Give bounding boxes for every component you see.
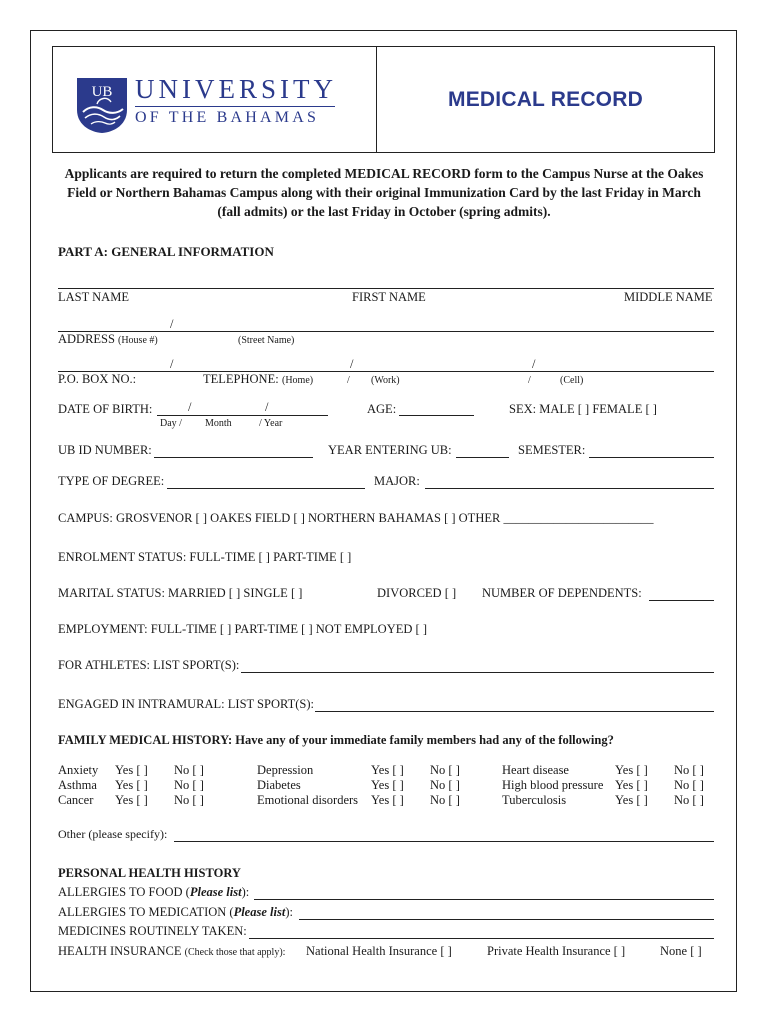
food-allergies-label	[58, 885, 249, 900]
asthma-no[interactable]: No [ ]	[174, 778, 204, 792]
ub-id-input-line[interactable]	[154, 457, 313, 458]
emotional-disorders-yes[interactable]: Yes [ ]	[371, 793, 404, 807]
condition-tuberculosis: Tuberculosis	[502, 793, 567, 807]
day-label: Day /	[160, 418, 182, 429]
work-label: (Work)	[371, 375, 400, 386]
family-history-heading-bold: FAMILY MEDICAL HISTORY	[58, 733, 228, 747]
national-insurance-option[interactable]: National Health Insurance [ ]	[306, 944, 452, 958]
employment-options[interactable]: EMPLOYMENT: FULL-TIME [ ] PART-TIME [ ] NOT EMPLOYED [ ]	[58, 622, 427, 636]
ub-id-label: UB ID NUMBER:	[58, 443, 152, 457]
condition-anxiety: Anxiety	[58, 763, 99, 777]
asthma-yes[interactable]: Yes [ ]	[115, 778, 148, 792]
condition-diabetes: Diabetes	[257, 778, 301, 792]
intro-text: Applicants are required to return the completed MEDICAL RECORD form to the Campus Nurse at the Oakes Field or Northern Bahamas Campus along with their original Immunization Card by the last Friday in March (fall admits) or the last Friday in October (spring admits).	[64, 166, 704, 219]
athletes-label: FOR ATHLETES: LIST SPORT(S):	[58, 658, 240, 672]
insurance-note: (Check those that apply):	[184, 947, 286, 958]
heart-disease-no[interactable]: No [ ]	[674, 763, 704, 777]
logo-bahamas-text: OF THE BAHAMAS	[135, 109, 320, 126]
medication-allergies-post: ):	[285, 905, 293, 919]
condition-emotional-disorders: Emotional disorders	[257, 793, 359, 807]
address-label: ADDRESS	[58, 332, 115, 346]
cell-slash: /	[528, 375, 531, 386]
degree-label: TYPE OF DEGREE:	[58, 474, 165, 488]
personal-history-heading: PERSONAL HEALTH HISTORY	[58, 866, 241, 880]
dob-slash-1: /	[188, 400, 192, 414]
divorced-option[interactable]: DIVORCED [ ]	[377, 586, 457, 600]
other-specify-input-line[interactable]	[174, 841, 714, 842]
diabetes-no[interactable]: No [ ]	[430, 778, 460, 792]
address-input-line[interactable]	[58, 331, 714, 332]
campus-options[interactable]: CAMPUS: GROSVENOR [ ] OAKES FIELD [ ] NORTHERN BAHAMAS [ ] OTHER ________________________	[58, 511, 654, 525]
logo-cell	[53, 47, 377, 152]
telephone-label: TELEPHONE:	[203, 372, 279, 386]
phone-slash-3: /	[532, 357, 536, 371]
anxiety-yes[interactable]: Yes [ ]	[115, 763, 148, 777]
family-history-heading	[58, 733, 614, 748]
phone-slash-2: /	[350, 357, 354, 371]
degree-input-line[interactable]	[167, 488, 365, 489]
year-label: / Year	[259, 418, 283, 429]
major-label: MAJOR:	[374, 474, 420, 488]
depression-yes[interactable]: Yes [ ]	[371, 763, 404, 777]
cancer-no[interactable]: No [ ]	[174, 793, 204, 807]
logo-badge-text: UB	[91, 84, 113, 100]
address-slash: /	[170, 317, 174, 331]
food-allergies-input-line[interactable]	[254, 899, 714, 900]
emotional-disorders-no[interactable]: No [ ]	[430, 793, 460, 807]
cell-label: (Cell)	[560, 375, 584, 386]
year-entering-input-line[interactable]	[456, 457, 509, 458]
food-allergies-post: ):	[241, 885, 250, 899]
intramural-label: ENGAGED IN INTRAMURAL: LIST SPORT(S):	[58, 697, 314, 711]
major-input-line[interactable]	[425, 488, 714, 489]
tuberculosis-yes[interactable]: Yes [ ]	[615, 793, 648, 807]
athletes-input-line[interactable]	[241, 672, 714, 673]
title-cell	[377, 47, 714, 152]
page-title: MEDICAL RECORD	[448, 87, 643, 111]
no-insurance-option[interactable]: None [ ]	[660, 944, 702, 958]
insurance-row	[58, 944, 285, 959]
medicines-label: MEDICINES ROUTINELY TAKEN:	[58, 924, 247, 938]
diabetes-yes[interactable]: Yes [ ]	[371, 778, 404, 792]
condition-heart-disease: Heart disease	[502, 763, 569, 777]
university-seal-icon	[75, 76, 129, 134]
private-insurance-option[interactable]: Private Health Insurance [ ]	[487, 944, 626, 958]
year-entering-label: YEAR ENTERING UB:	[328, 443, 452, 457]
insurance-label: HEALTH INSURANCE	[58, 944, 182, 958]
dob-input-line[interactable]	[157, 415, 328, 416]
condition-cancer: Cancer	[58, 793, 94, 807]
phone-slash-1: /	[170, 357, 174, 371]
dependents-input-line[interactable]	[649, 600, 714, 601]
condition-depression: Depression	[257, 763, 314, 777]
middle-name-label: MIDDLE NAME	[624, 290, 713, 304]
cancer-yes[interactable]: Yes [ ]	[115, 793, 148, 807]
dob-label: DATE OF BIRTH:	[58, 402, 153, 416]
medication-allergies-label	[58, 905, 293, 920]
condition-high-blood-pressure: High blood pressure	[502, 778, 604, 792]
high-blood-pressure-no[interactable]: No [ ]	[674, 778, 704, 792]
other-specify-label: Other (please specify):	[58, 827, 168, 841]
semester-input-line[interactable]	[589, 457, 714, 458]
logo-divider	[135, 106, 335, 107]
sex-options[interactable]: SEX: MALE [ ] FEMALE [ ]	[509, 402, 657, 416]
part-a-heading: PART A: GENERAL INFORMATION	[58, 244, 274, 259]
medication-allergies-pre: ALLERGIES TO MEDICATION (	[58, 905, 234, 919]
depression-no[interactable]: No [ ]	[430, 763, 460, 777]
food-allergies-note: Please list	[189, 885, 242, 899]
enrolment-options[interactable]: ENROLMENT STATUS: FULL-TIME [ ] PART-TIME [ ]	[58, 550, 352, 564]
tuberculosis-no[interactable]: No [ ]	[674, 793, 704, 807]
logo-university-text: UNIVERSITY	[135, 74, 337, 104]
medication-allergies-input-line[interactable]	[299, 919, 714, 920]
family-history-heading-rest: : Have any of your immediate family members had any of the following?	[227, 733, 614, 747]
medicines-input-line[interactable]	[249, 938, 714, 939]
medication-allergies-note: Please list	[233, 905, 286, 919]
first-name-label: FIRST NAME	[352, 290, 426, 304]
dependents-label: NUMBER OF DEPENDENTS:	[482, 586, 642, 600]
anxiety-no[interactable]: No [ ]	[174, 763, 204, 777]
name-input-line[interactable]	[58, 288, 714, 289]
last-name-label: LAST NAME	[58, 290, 129, 304]
condition-asthma: Asthma	[58, 778, 97, 792]
form-header	[52, 46, 715, 153]
work-slash: /	[347, 375, 350, 386]
age-input-line[interactable]	[399, 415, 474, 416]
home-label: (Home)	[282, 375, 314, 386]
age-label: AGE:	[367, 402, 397, 416]
semester-label: SEMESTER:	[518, 443, 586, 457]
dob-slash-2: /	[265, 400, 269, 414]
phone-input-line[interactable]	[58, 371, 714, 372]
high-blood-pressure-yes[interactable]: Yes [ ]	[615, 778, 648, 792]
heart-disease-yes[interactable]: Yes [ ]	[615, 763, 648, 777]
po-box-label: P.O. BOX NO.:	[58, 372, 137, 386]
marital-options[interactable]: MARITAL STATUS: MARRIED [ ] SINGLE [ ]	[58, 586, 303, 600]
intramural-input-line[interactable]	[315, 711, 714, 712]
food-allergies-pre: ALLERGIES TO FOOD (	[58, 885, 190, 899]
month-label: Month	[205, 418, 232, 429]
house-label: (House #)	[118, 335, 158, 346]
street-label: (Street Name)	[238, 335, 295, 346]
